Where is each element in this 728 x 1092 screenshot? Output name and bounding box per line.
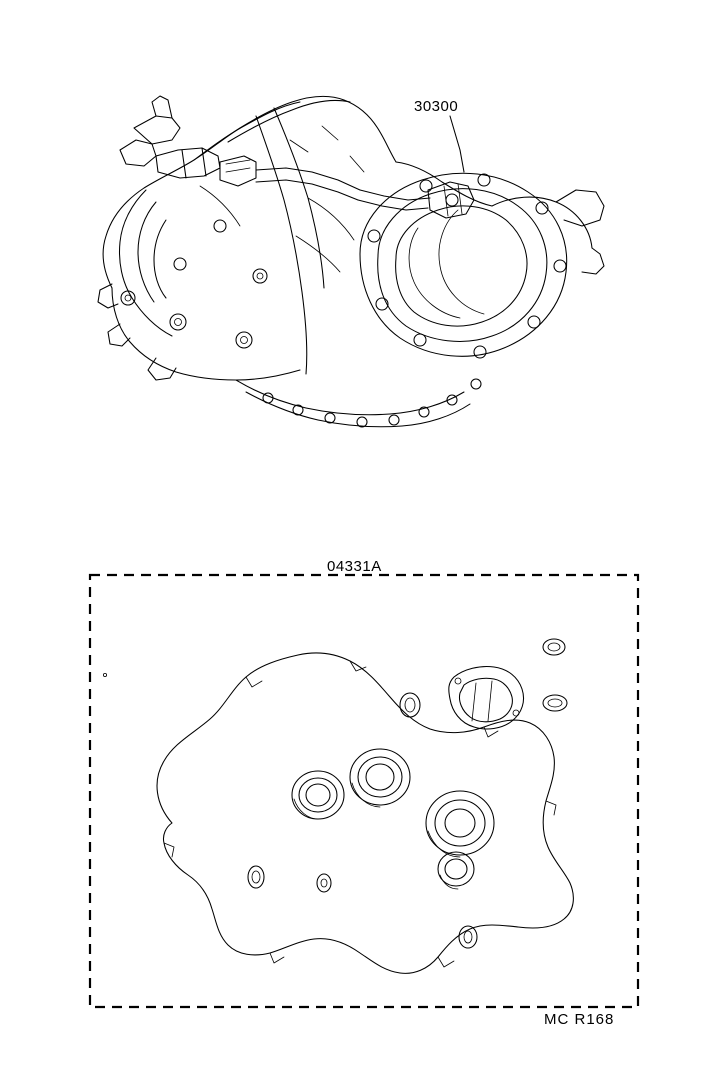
gasket-kit-figure [60,555,670,1025]
transaxle-assembly-drawing [60,40,620,440]
footer-code-label: MC R168 [544,1011,615,1028]
gasket-kit-drawing [60,555,670,1025]
oil-seals [292,749,494,889]
callout-leader-30300 [450,116,464,172]
sump-bolts [263,379,481,427]
transaxle-assembly-figure [60,40,620,440]
bolt-bosses [121,220,267,348]
callout-label-04331a: 04331A [327,558,382,575]
transaxle-outline [98,96,604,427]
flange-bolt-holes [368,174,566,358]
gasket-outline [103,639,573,973]
small-plugs [103,673,477,948]
callout-label-30300: 30300 [414,98,459,115]
